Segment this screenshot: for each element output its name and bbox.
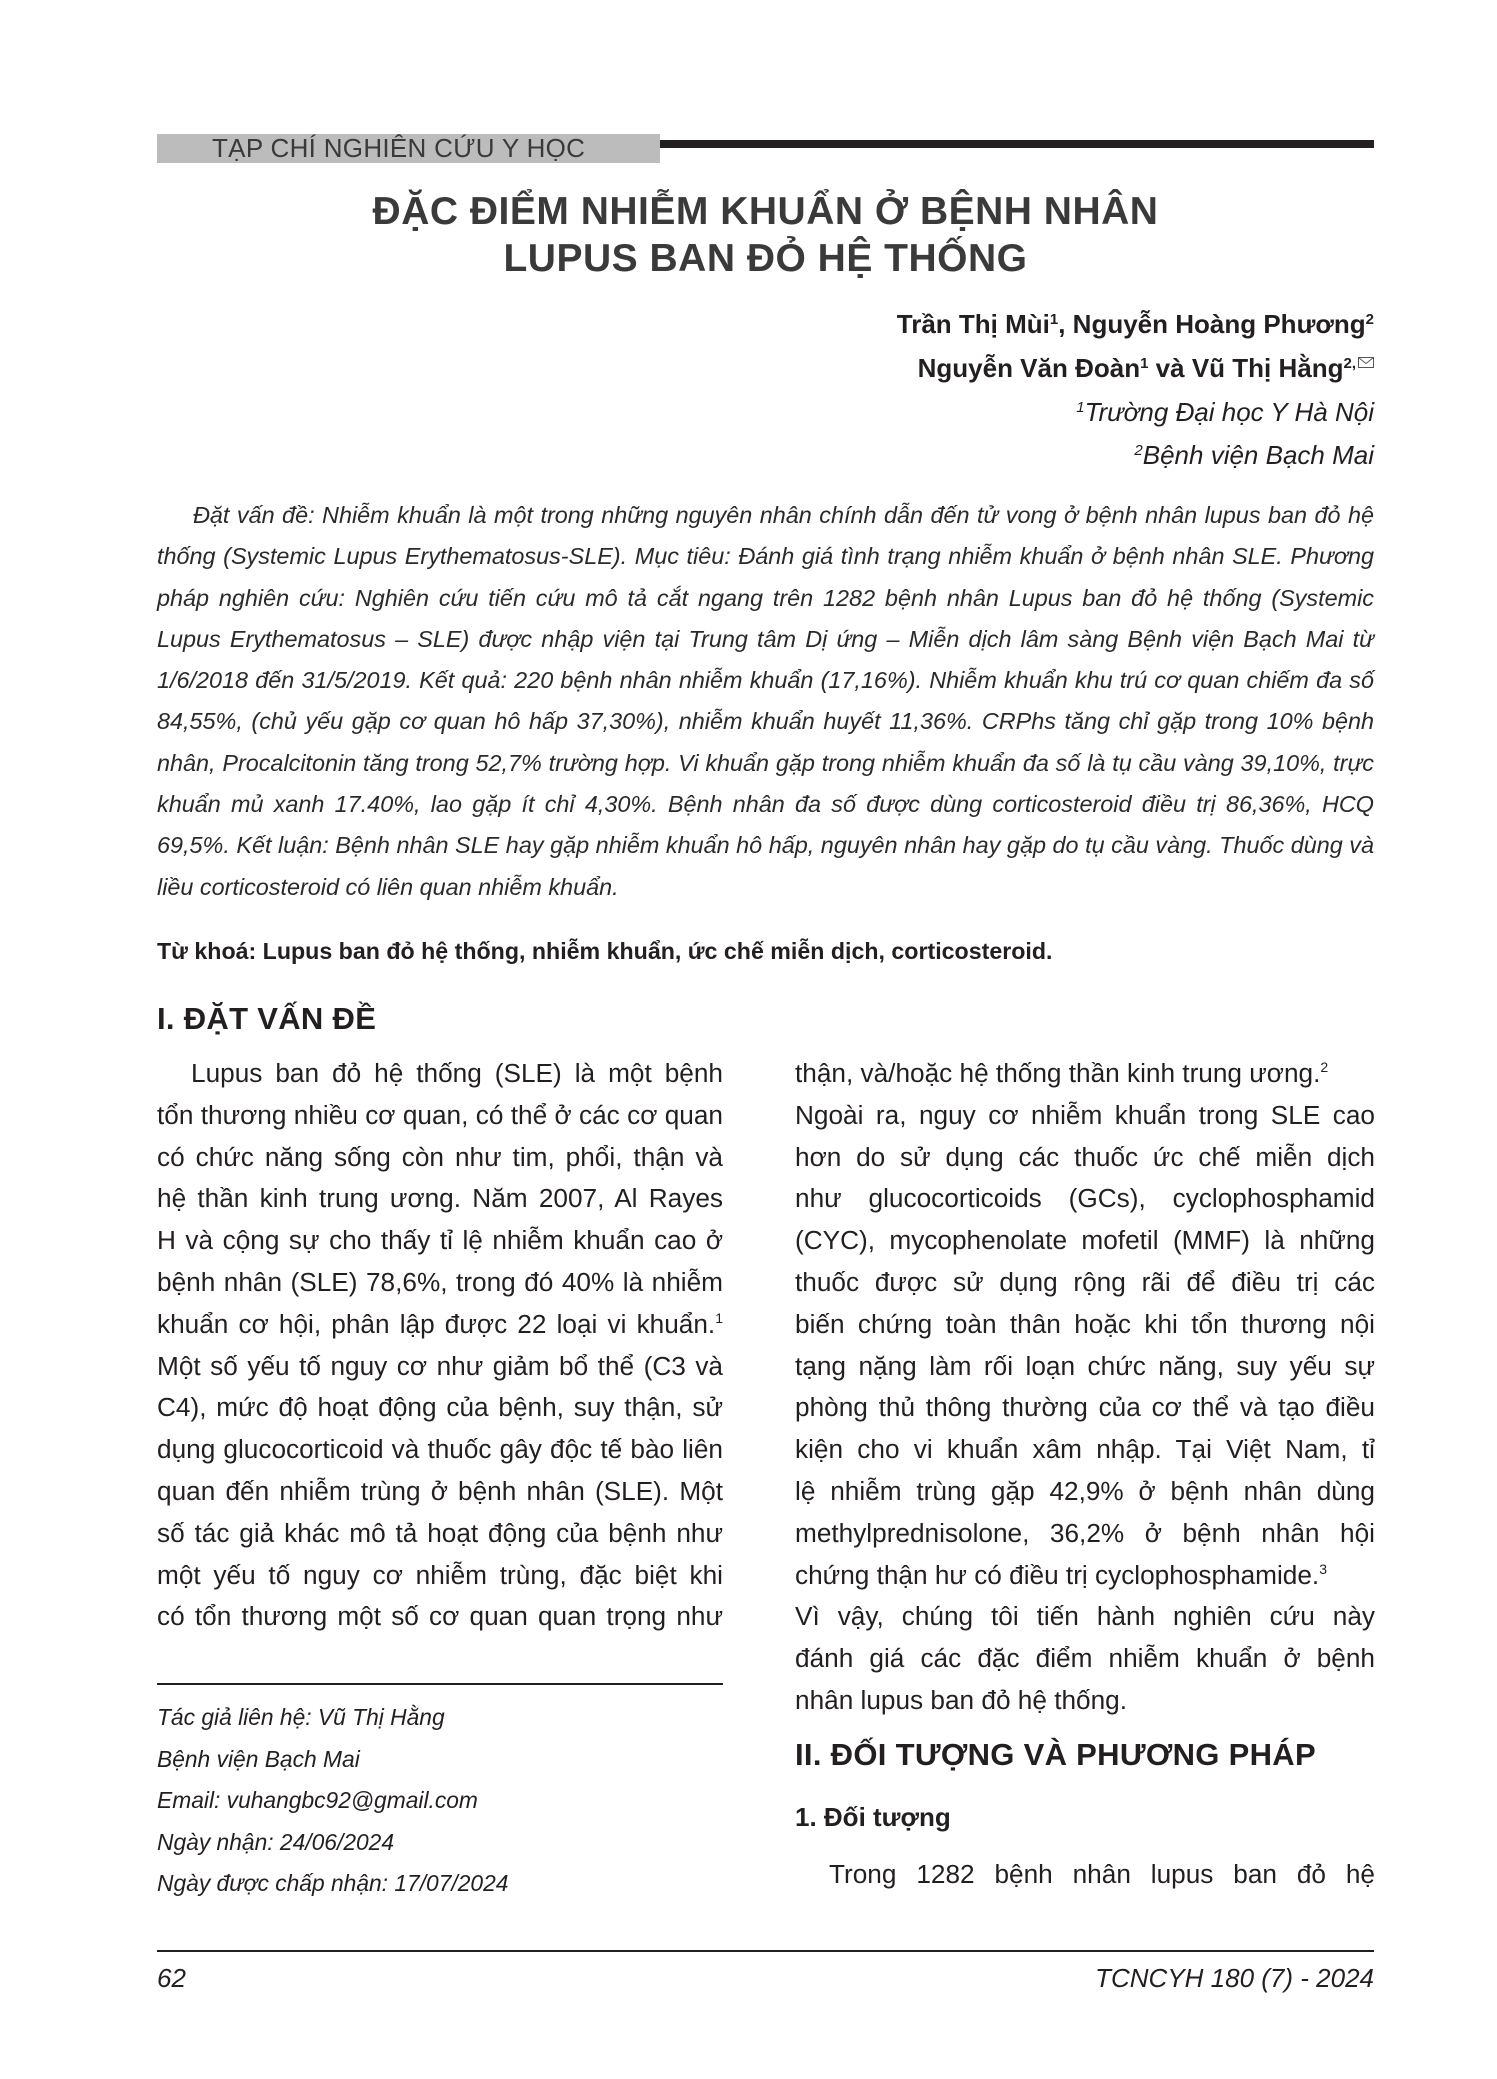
text-line: Vì vậy, chúng tôi tiến hành nghiên cứu này [795,1601,1375,1632]
text-line: nhân lupus ban đỏ hệ thống. [795,1684,1127,1715]
text-line: thận, và/hoặc hệ thống thần kinh trung ương.$^2$ [795,1058,1329,1088]
text-line: H và cộng sự cho thấy tỉ lệ nhiễm khuẩn cao ở [157,1225,723,1256]
footnote-institution: Bệnh viện Bạch Mai [157,1745,360,1772]
text-line: quan đến nhiễm trùng ở bệnh nhân (SLE). Một [157,1475,723,1506]
text-line: có tổn thương một số cơ quan quan trọng như [157,1601,723,1632]
author-name: Nguyễn Văn Đoàn [917,353,1141,383]
journal-citation: TCNCYH 180 (7) - 2024 [1095,1963,1374,1993]
footnote-rule [157,1683,723,1685]
text-line: biến chứng toàn thân hoặc khi tổn thương nội [795,1308,1375,1339]
text-line: Lupus ban đỏ hệ thống (SLE) là một bệnh [191,1058,723,1088]
text-line: kiện cho vi khuẩn xâm nhập. Tại Việt Nam, tỉ [795,1434,1375,1465]
authors-line2: Nguyễn Văn Đoàn$^1$ và Vũ Thị Hằng$^{2,}$ [918,350,1374,386]
article-title-line2: LUPUS BAN ĐỎ HỆ THỐNG [503,237,1028,280]
footnote-received: Ngày nhận: 24/06/2024 [157,1828,395,1855]
citation-ref: 2 [1320,1059,1329,1075]
affiliation-2: $^2$Bệnh viện Bạch Mai [1134,440,1374,470]
text-line: có chức năng sống còn như tim, phổi, thận và [157,1141,723,1172]
text-line: tạng nặng làm rối loạn chức năng, suy yếu sự [795,1350,1375,1381]
header-rule [660,140,1374,148]
text-line: một yếu tố nguy cơ nhiễm trùng, đặc biệt khi [157,1559,723,1590]
author-name: Vũ Thị Hằng [1191,353,1344,383]
section2-text [795,1854,1375,1896]
text-line: phòng thủ thông thường của cơ thể và tạo điều [795,1392,1375,1423]
text-line: như glucocorticoids (GCs), cyclophosphamid [795,1183,1375,1214]
footnote-email: Email: vuhangbc92@gmail.com [157,1787,478,1814]
text-line: khuẩn cơ hội, phân lập được 22 loại vi khuẩn.$^1$ [157,1308,723,1339]
affiliation-1: $^1$Trường Đại học Y Hà Nội [1076,397,1374,427]
text-line: (CYC), mycophenolate mofetil (MMF) là những [795,1225,1375,1256]
author-name: Nguyễn Hoàng Phương [1072,309,1366,339]
text-line: đánh giá các đặc điểm nhiễm khuẩn ở bệnh [795,1643,1375,1674]
journal-name-band: TẠP CHÍ NGHIÊN CỨU Y HỌC [157,134,660,163]
text-line: dụng glucocorticoid và thuốc gây độc tế bào liên [157,1434,723,1465]
abstract [157,495,1374,908]
footnote-accepted: Ngày được chấp nhận: 17/07/2024 [157,1870,509,1897]
text-line: hệ thần kinh trung ương. Năm 2007, Al Rayes [157,1183,723,1214]
page-number: 62 [157,1963,186,1993]
citation-ref: 3 [1319,1560,1327,1577]
text-line: lệ nhiễm trùng gặp 42,9% ở bệnh nhân dùng [795,1475,1375,1506]
right-column [795,1053,1375,1722]
envelope-icon [1358,357,1374,368]
text-line: Ngoài ra, nguy cơ nhiễm khuẩn trong SLE cao [795,1099,1375,1130]
text-line: Trong 1282 bệnh nhân lupus ban đỏ hệ [829,1859,1375,1889]
citation-ref: 1 [715,1309,723,1326]
text-line: tổn thương nhiều cơ quan, có thể ở các cơ quan [157,1099,723,1130]
author-name: Trần Thị Mùi [896,309,1050,339]
keywords: Từ khoá: Lupus ban đỏ hệ thống, nhiễm khuẩn, ức chế miễn dịch, corticosteroid. [157,938,1053,964]
abstract-text: Đặt vấn đề: Nhiễm khuẩn là một trong những nguyên nhân chính dẫn đến tử vong ở bệnh nhân lupus ban đỏ hệ thống (Systemic Lupus Erythematosus-SLE). Mục tiêu: Đánh giá tình trạng nhiễm khuẩn ở bệnh nhân SLE. Phương pháp nghiên cứu: Nghiên cứu tiến cứu mô tả cắt ngang trên 1282 bệnh nhân Lupus ban đỏ hệ thống (Systemic Lupus Erythematosus – SLE) được nhập viện tại Trung tâm Dị ứng – Miễn dịch lâm sàng Bệnh viện Bạch Mai từ 1/6/2018 đến 31/5/2019. Kết quả: 220 bệnh nhân nhiễm khuẩn (17,16%). Nhiễm khuẩn khu trú cơ quan chiếm đa số 84,55%, (chủ yếu gặp cơ quan hô hấp 37,30%), nhiễm khuẩn huyết 11,36%. CRPhs tăng chỉ gặp trong 10% bệnh nhân, Procalcitonin tăng trong 52,7% trường hợp. Vi khuẩn gặp trong nhiễm khuẩn đa số là tụ cầu vàng 39,10%, trực khuẩn mủ xanh 17.40%, lao gặp ít chỉ 4,30%. Bệnh nhân đa số được dùng corticosteroid điều trị 86,36%, HCQ 69,5%. Kết luận: Bệnh nhân SLE hay gặp nhiễm khuẩn hô hấp, nguyên nhân hay gặp do tụ cầu vàng. Thuốc dùng và liều corticosteroid có liên quan nhiễm khuẩn. [157,502,1374,900]
text-line: chứng thận hư có điều trị cyclophosphamide.$^3$ [795,1559,1327,1590]
text-line: số tác giả khác mô tả hoạt động của bệnh như [157,1517,723,1548]
footnote-contact: Tác giả liên hệ: Vũ Thị Hằng [157,1704,445,1730]
text-line: bệnh nhân (SLE) 78,6%, trong đó 40% là nhiễm [157,1266,723,1297]
text-line: methylprednisolone, 36,2% ở bệnh nhân hội [795,1517,1375,1548]
section-heading-2: II. ĐỐI TƯỢNG VÀ PHƯƠNG PHÁP [795,1737,1316,1772]
section-heading-1: I. ĐẶT VẤN ĐỀ [157,1001,377,1036]
footnote [157,1697,508,1905]
text-line: Một số yếu tố nguy cơ như giảm bổ thể (C3 và [157,1350,723,1381]
footer-rule [157,1950,1374,1952]
left-column [157,1053,723,1638]
text-line: thuốc được sử dụng rộng rãi để điều trị các [795,1266,1375,1297]
subsection-heading: 1. Đối tượng [795,1802,951,1832]
text-line: hơn do sử dụng các thuốc ức chế miễn dịch [795,1141,1375,1172]
authors-line1: Trần Thị Mùi$^1$, Nguyễn Hoàng Phương$^2$ [896,309,1374,339]
article-title-line1: ĐẶC ĐIỂM NHIỄM KHUẨN Ở BỆNH NHÂN [372,190,1159,233]
text-line: C4), mức độ hoạt động của bệnh, suy thận, sử [157,1392,723,1423]
